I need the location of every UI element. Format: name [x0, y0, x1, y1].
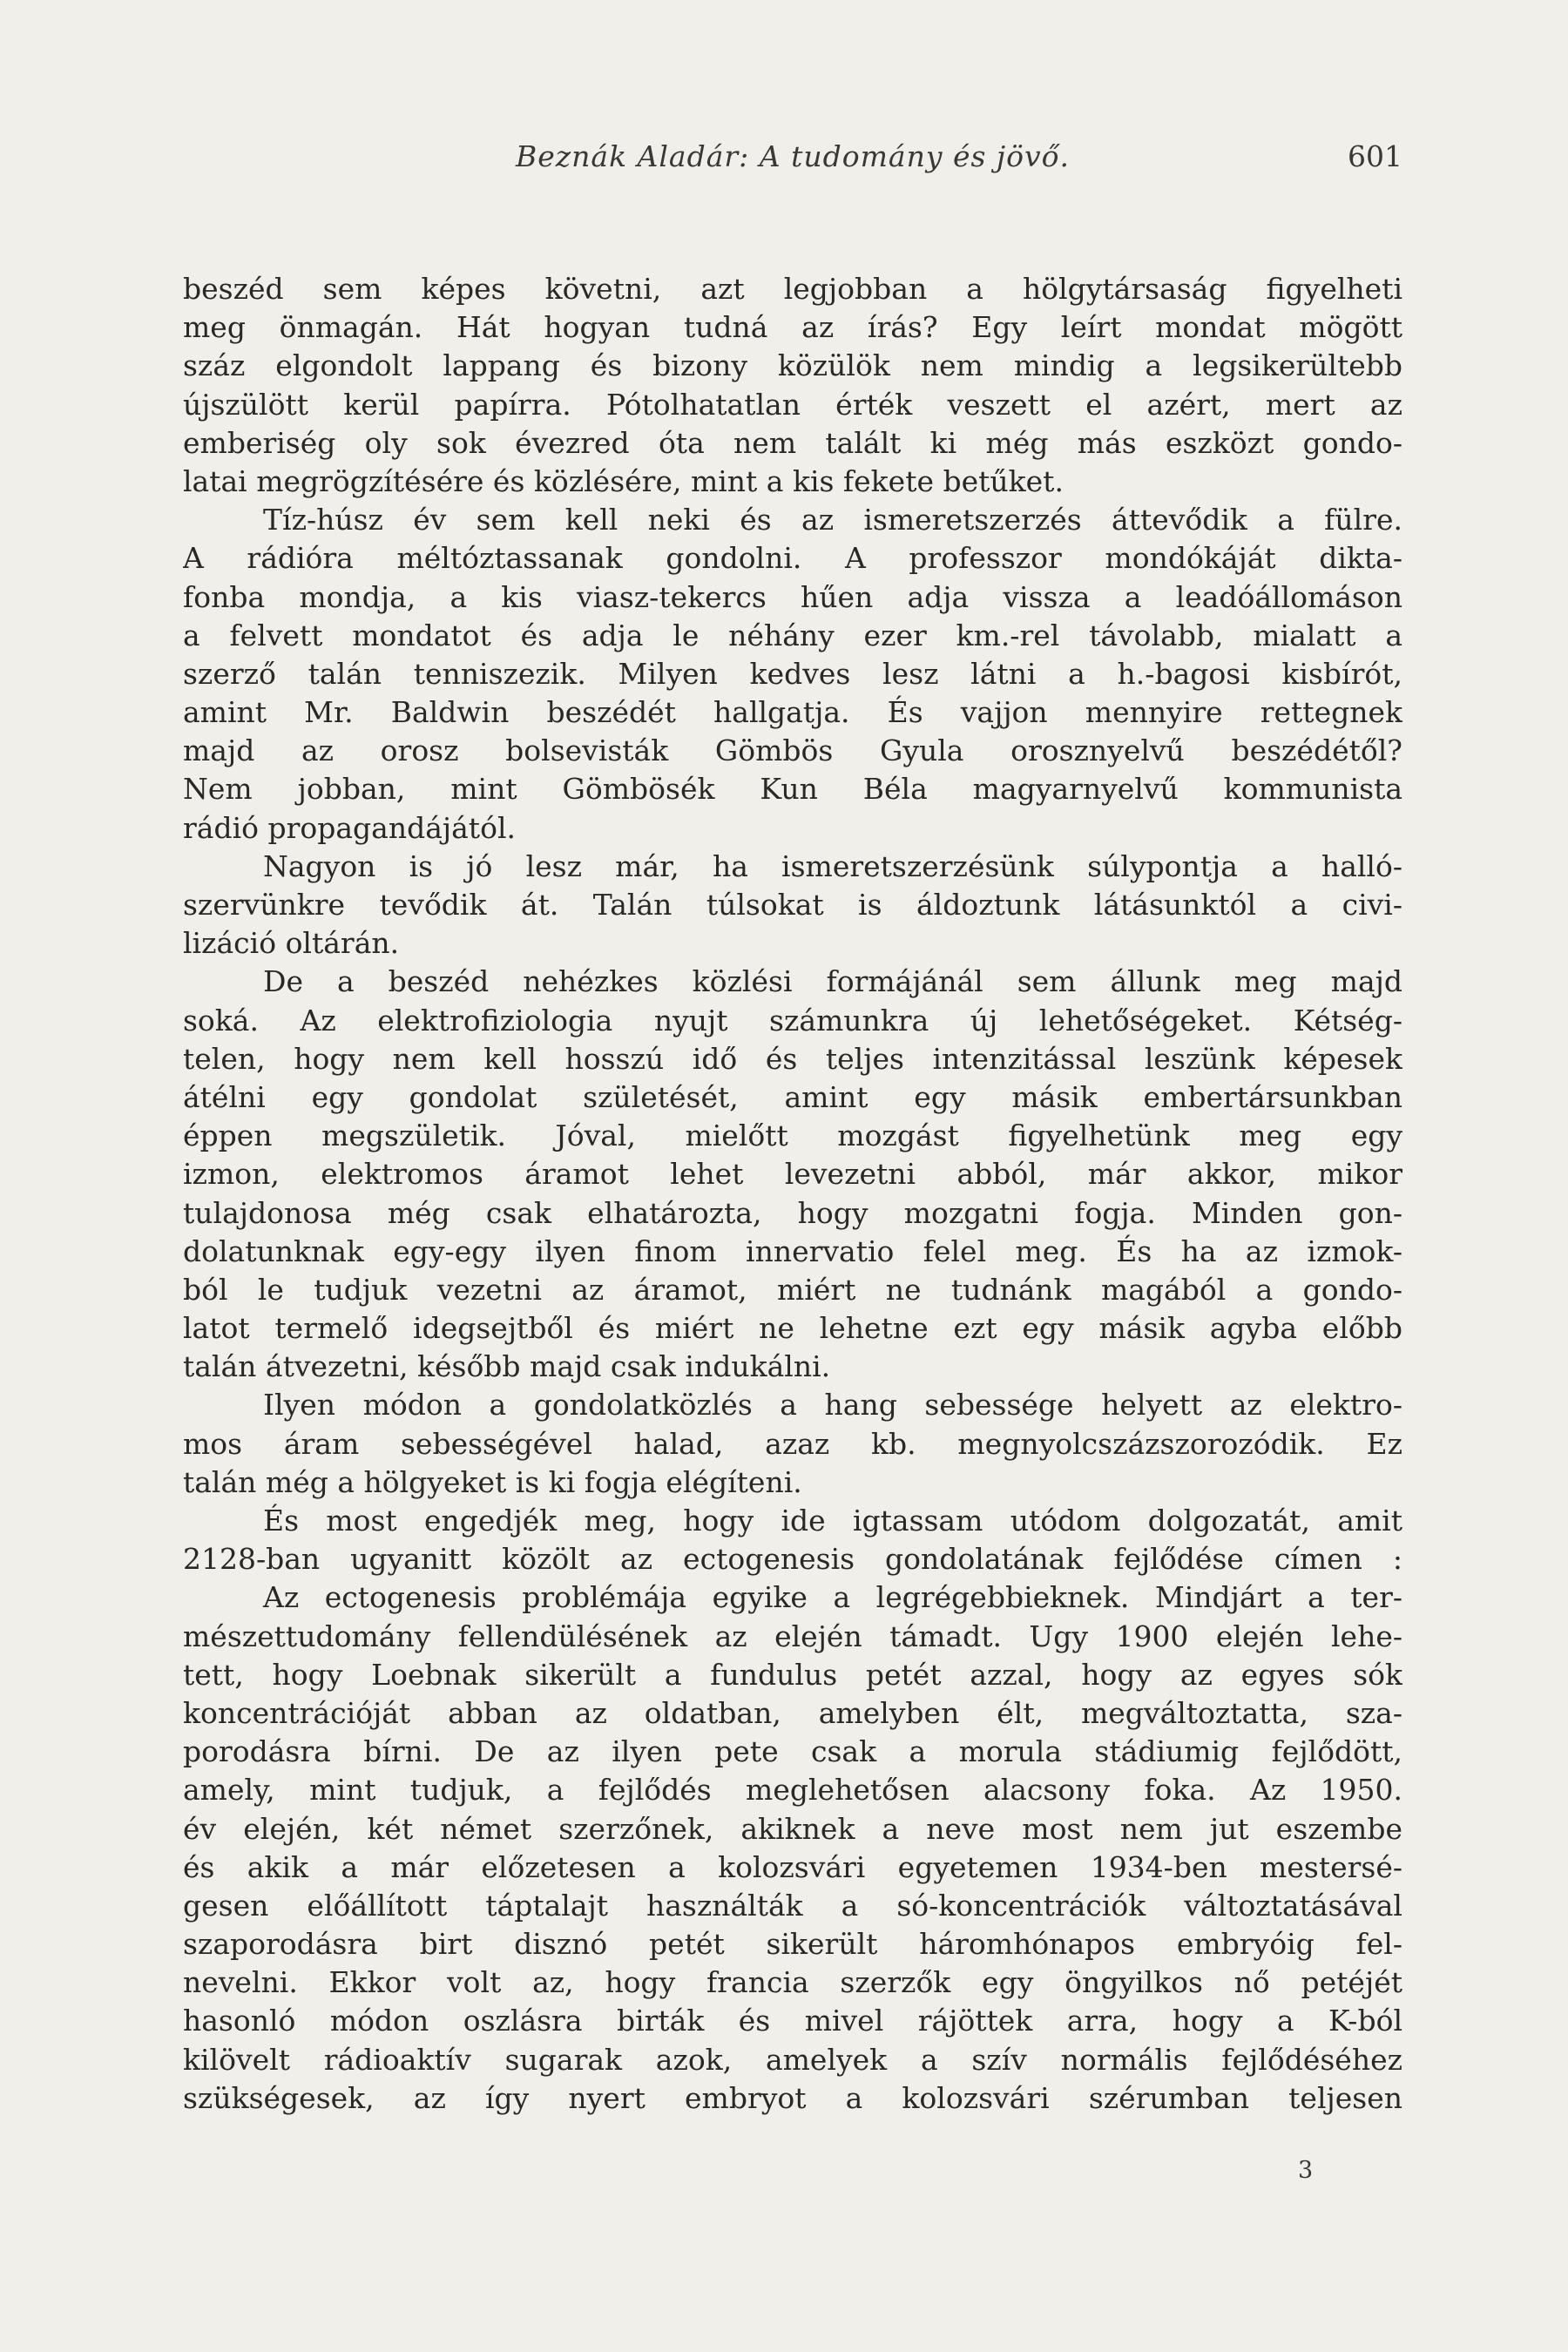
text-line: talán átvezetni, később majd csak indukálni. — [183, 1349, 831, 1384]
text-line: nevelni. Ekkor volt az, hogy francia szerzők egy öngyilkos nő petéjét — [183, 1965, 1402, 2000]
signature-mark: 3 — [1298, 2157, 1314, 2184]
text-line: koncentrációját abban az oldatban, amelyben élt, megváltoztatta, sza- — [183, 1695, 1402, 1730]
text-line: gesen előállított táptalajt használták a só-koncentrációk változtatásával — [183, 1888, 1402, 1923]
text-line: lizáció oltárán. — [183, 926, 400, 961]
text-line: latai megrögzítésére és közlésére, mint a kis fekete betűket. — [183, 463, 1064, 498]
running-head — [183, 139, 1402, 183]
text-line: beszéd sem képes követni, azt legjobban a hölgytársaság figyelheti — [183, 272, 1402, 306]
text-line: rádió propagandájától. — [183, 810, 516, 845]
text-line: telen, hogy nem kell hosszú idő és teljes intenzitással leszünk képesek — [183, 1041, 1402, 1076]
text-line: dolatunknak egy-egy ilyen finom innervatio felel meg. És ha az izmok- — [183, 1233, 1402, 1268]
text-line: amely, mint tudjuk, a fejlődés meglehetősen alacsony foka. Az 1950. — [183, 1773, 1402, 1808]
text-line: átélni egy gondolat születését, amint egy másik embertársunkban — [183, 1079, 1402, 1114]
text-line: fonba mondja, a kis viasz-tekercs hűen adja vissza a leadóállomáson — [183, 579, 1402, 614]
text-line: év elején, két német szerzőnek, akiknek a neve most nem jut eszembe — [183, 1811, 1402, 1846]
text-line: kilövelt rádioaktív sugarak azok, amelyek a szív normális fejlődéséhez — [183, 2042, 1402, 2077]
text-line: És most engedjék meg, hogy ide igtassam utódom dolgozatát, amit — [263, 1504, 1402, 1538]
text-line: a felvett mondatot és adja le néhány ezer km.-rel távolabb, mialatt a — [183, 618, 1402, 652]
text-line: száz elgondolt lappang és bizony közülök nem mindig a legsikerültebb — [183, 348, 1402, 383]
text-line: soká. Az elektrofiziologia nyujt számunkra új lehetőségeket. Kétség- — [183, 1003, 1402, 1037]
text-line: szerző talán tenniszezik. Milyen kedves lesz látni a h.-bagosi kisbírót, — [183, 656, 1402, 691]
text-line: emberiség oly sok évezred óta nem talált ki még más eszközt gondo- — [183, 425, 1402, 460]
text-line: Ilyen módon a gondolatközlés a hang sebessége helyett az elektro- — [263, 1388, 1402, 1423]
text-line: szervünkre tevődik át. Talán túlsokat is áldoztunk látásunktól a civi- — [183, 888, 1402, 922]
text-line: porodásra bírni. De az ilyen pete csak a morula stádiumig fejlődött, — [183, 1734, 1402, 1769]
text-line: amint Mr. Baldwin beszédét hallgatja. És vajjon mennyire rettegnek — [183, 695, 1402, 730]
text-line: és akik a már előzetesen a kolozsvári egyetemen 1934-ben mestersé- — [183, 1849, 1402, 1884]
text-line: mos áram sebességével halad, azaz kb. megnyolcszázszorozódik. Ez — [183, 1426, 1402, 1461]
text-line: Nagyon is jó lesz már, ha ismeretszerzésünk súlypontja a halló- — [263, 848, 1402, 883]
body-text — [183, 270, 1402, 2118]
text-line: tett, hogy Loebnak sikerült a fundulus petét azzal, hogy az egyes sók — [183, 1657, 1402, 1692]
text-line: Az ectogenesis problémája egyike a legrégebbieknek. Mindjárt a ter- — [263, 1580, 1402, 1615]
text-line: Tíz-húsz év sem kell neki és az ismeretszerzés áttevődik a fülre. — [263, 503, 1402, 537]
text-line: Nem jobban, mint Gömbösék Kun Béla magyarnyelvű kommunista — [183, 772, 1402, 807]
text-line: talán még a hölgyeket is ki fogja elégíteni. — [183, 1464, 802, 1499]
text-line: ból le tudjuk vezetni az áramot, miért ne tudnánk magából a gondo- — [183, 1272, 1402, 1307]
text-line: 2128-ban ugyanitt közölt az ectogenesis gondolatának fejlődése címen : — [183, 1542, 1402, 1577]
text-line: A rádióra méltóztassanak gondolni. A professzor mondókáját dikta- — [183, 541, 1402, 576]
text-line: hasonló módon oszlásra birták és mivel rájöttek arra, hogy a K-ból — [183, 2004, 1402, 2038]
text-line: latot termelő idegsejtből és miért ne lehetne ezt egy másik agyba előbb — [183, 1311, 1402, 1346]
text-line: szaporodásra birt disznó petét sikerült háromhónapos embryóig fel- — [183, 1927, 1402, 1962]
page-number: 601 — [1348, 139, 1402, 173]
text-line: De a beszéd nehézkes közlési formájánál sem állunk meg majd — [263, 964, 1402, 999]
running-title: Beznák Aladár: A tudomány és jövő. — [515, 139, 1071, 173]
text-line: újszülött kerül papírra. Pótolhatatlan érték veszett el azért, mert az — [183, 387, 1402, 422]
text-line: éppen megszületik. Jóval, mielőtt mozgást figyelhetünk meg egy — [183, 1119, 1402, 1153]
text-line: szükségesek, az így nyert embryot a kolozsvári szérumban teljesen — [183, 2080, 1402, 2115]
text-line: tulajdonosa még csak elhatározta, hogy mozgatni fogja. Minden gon- — [183, 1195, 1402, 1230]
text-line: meg önmagán. Hát hogyan tudná az írás? Egy leírt mondat mögött — [183, 310, 1402, 345]
text-line: majd az orosz bolsevisták Gömbös Gyula orosznyelvű beszédétől? — [183, 733, 1402, 768]
text-line: izmon, elektromos áramot lehet levezetni abból, már akkor, mikor — [183, 1157, 1402, 1192]
text-line: mészettudomány fellendülésének az elején támadt. Ugy 1900 elején lehe- — [183, 1619, 1402, 1653]
